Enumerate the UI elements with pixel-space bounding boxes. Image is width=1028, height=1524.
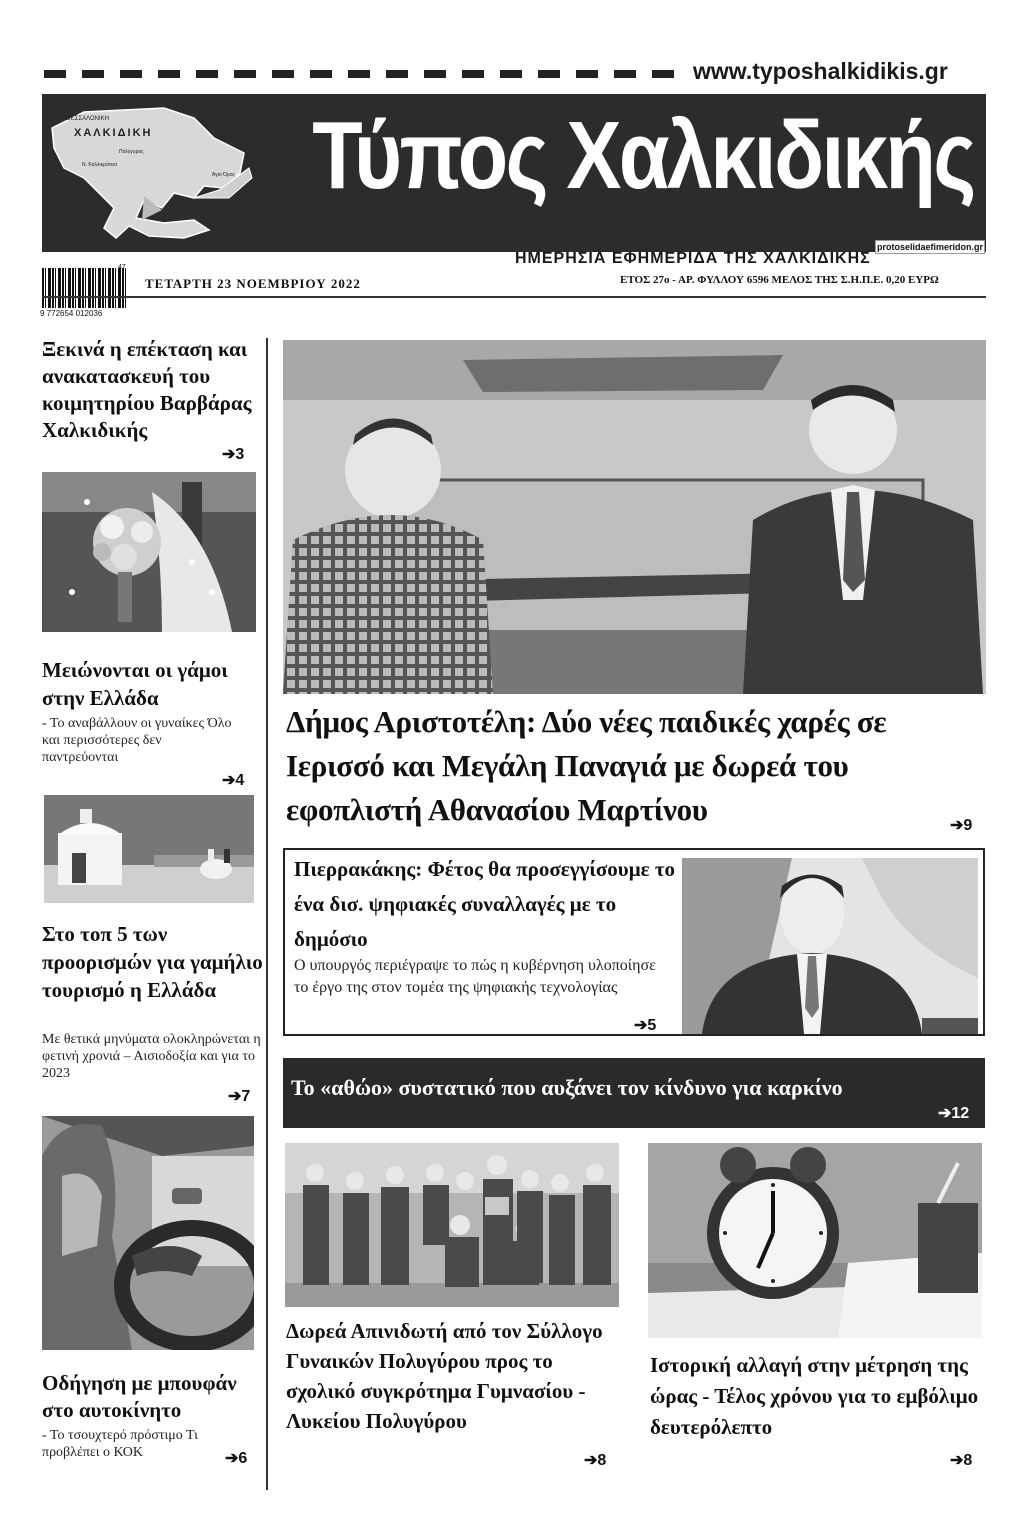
svg-text:Άγιο Όρος: Άγιο Όρος [212, 172, 235, 178]
column-divider [266, 338, 268, 1490]
story-cemetery-headline[interactable]: Ξεκινά η επέκταση και ανακατασκευή του κοιμητηρίου Βαρβάρας Χαλκιδικής [42, 337, 252, 442]
story-wedding-tourism-page-ref[interactable]: ➔7 [228, 1088, 251, 1105]
alarm-clock-photo[interactable] [648, 1143, 982, 1338]
svg-text:ΧΑΛΚΙΔΙΚΗ: ΧΑΛΚΙΔΙΚΗ [74, 127, 153, 139]
story-wedding-tourism-lead: Με θετικά μηνύματα ολοκληρώνεται η φετινή χρονιά – Αισιοδοξία και για το 2023 [42, 1032, 261, 1081]
issue-info: ΕΤΟΣ 27ο - ΑΡ. ΦΥΛΛΟΥ 6596 ΜΕΛΟΣ ΤΗΣ Σ.Η.Π.Ε. 0,20 ΕΥΡΩ [620, 274, 939, 286]
defibrillator-donation-photo[interactable] [285, 1143, 619, 1307]
svg-text:ΘΕΣΣΑΛΟΝΙΚΗ: ΘΕΣΣΑΛΟΝΙΚΗ [66, 116, 109, 122]
lead-story-photo[interactable] [283, 340, 986, 694]
leap-second-page-ref[interactable]: ➔8 [950, 1452, 973, 1469]
story-marriages-headline[interactable]: Μειώνονται οι γάμοι στην Ελλάδα [42, 658, 228, 710]
barcode-addon: 47 [118, 264, 126, 271]
barcode-icon [42, 268, 126, 308]
pierrakakis-page-ref[interactable]: ➔5 [634, 1017, 657, 1034]
header-rule [42, 296, 986, 298]
island-chapel-photo[interactable] [44, 795, 254, 903]
svg-text:Ν. Καλλικράτεια: Ν. Καλλικράτεια [82, 162, 118, 168]
watermark: protoselidaefimeridon.gr [876, 242, 983, 252]
issue-date: ΤΕΤΑΡΤΗ 23 ΝΟΕΜΒΡΙΟΥ 2022 [145, 276, 361, 291]
story-driving-jacket-page-ref[interactable]: ➔6 [225, 1450, 248, 1467]
story-marriages-page-ref[interactable]: ➔4 [222, 772, 245, 789]
story-marriages-lead: - Το αναβάλλουν οι γυναίκες Όλο και περισσότερες δεν παντρεύονται [42, 716, 232, 765]
leap-second-headline[interactable]: Ιστορική αλλαγή στην μέτρηση της ώρας - Τέλος χρόνου για το εμβόλιμο δευτερόλεπτο [650, 1353, 979, 1439]
story-cemetery-page-ref[interactable]: ➔3 [222, 446, 245, 463]
cancer-story-page-ref[interactable]: ➔12 [938, 1105, 970, 1122]
cancer-story-headline[interactable]: Το «αθώο» συστατικό που αυξάνει τον κίνδυνο για καρκίνο [291, 1075, 843, 1100]
defibrillator-page-ref[interactable]: ➔8 [584, 1452, 607, 1469]
pierrakakis-lead: Ο υπουργός περιέγραψε το πώς η κυβέρνηση υλοποίησε το έργο της στον τομέα της ψηφιακής τεχνολογίας [294, 957, 656, 996]
driver-jacket-photo[interactable] [42, 1116, 254, 1350]
chalkidiki-map-icon [44, 98, 254, 248]
minister-photo[interactable] [682, 858, 978, 1034]
story-wedding-tourism-headline[interactable]: Στο τοπ 5 των προορισμών για γαμήλιο τουρισμό η Ελλάδα [42, 922, 263, 1002]
wedding-bouquet-photo[interactable] [42, 472, 256, 632]
newspaper-subtitle: ΗΜΕΡΗΣΙΑ ΕΦΗΜΕΡΙΔΑ ΤΗΣ ΧΑΛΚΙΔΙΚΗΣ [515, 250, 871, 267]
newspaper-title: Τύπος Χαλκιδικής [312, 102, 974, 209]
barcode-number: 9 772654 012036 [40, 309, 103, 318]
pierrakakis-headline[interactable]: Πιερρακάκης: Φέτος θα προσεγγίσουμε το ένα δισ. ψηφιακές συναλλαγές με το δημόσιο [294, 857, 676, 951]
website-url[interactable]: www.typoshalkidikis.gr [693, 58, 948, 84]
defibrillator-headline[interactable]: Δωρεά Απινιδωτή από τον Σύλλογο Γυναικών Πολυγύρου προς το σχολικό συγκρότημα Γυμνασίου - Λυκείου Πολυγύρου [286, 1319, 603, 1433]
header-dashed-rule [44, 70, 680, 78]
svg-text:Πολύγυρος: Πολύγυρος [119, 149, 144, 155]
lead-story-page-ref[interactable]: ➔9 [950, 817, 973, 834]
story-driving-jacket-lead: - Το τσουχτερό πρόστιμο Τι προβλέπει ο ΚΟΚ [42, 1428, 198, 1460]
lead-story-headline[interactable]: Δήμος Αριστοτέλη: Δύο νέες παιδικές χαρές σε Ιερισσό και Μεγάλη Παναγιά με δωρεά του εφοπλιστή Αθανασίου Μαρτίνου [286, 704, 887, 827]
story-driving-jacket-headline[interactable]: Οδήγηση με μπουφάν στο αυτοκίνητο [42, 1371, 237, 1422]
